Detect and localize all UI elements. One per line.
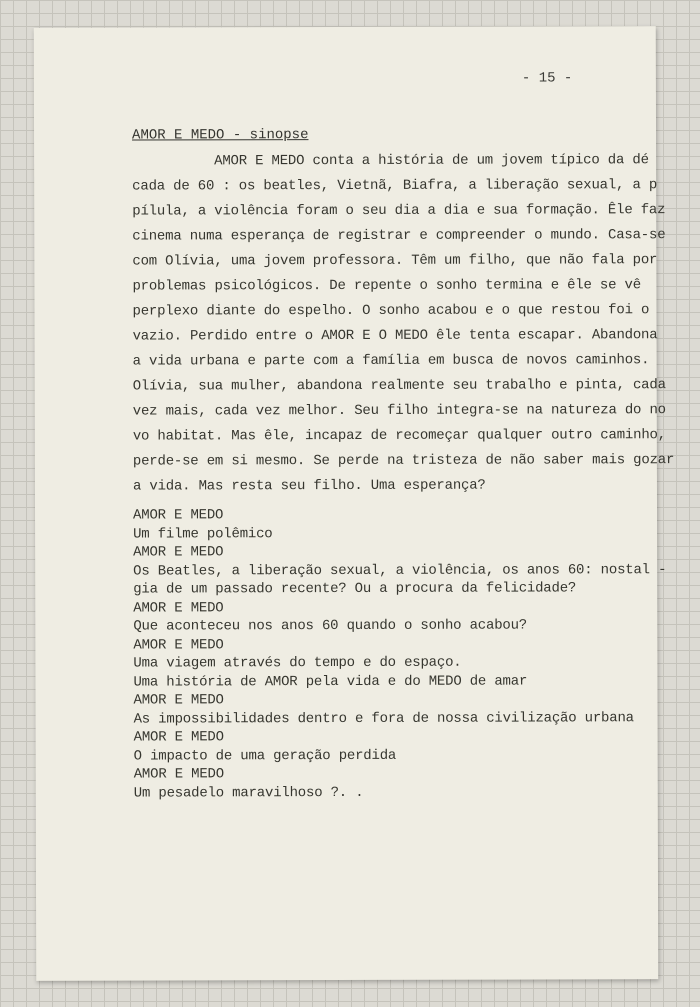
synopsis-line: a vida urbana e parte com a família em busca de novos caminhos. <box>132 352 650 370</box>
tagline-line: AMOR E MEDO <box>133 636 224 654</box>
synopsis-line: com Olívia, uma jovem professora. Têm um filho, que não fala por <box>132 252 658 270</box>
tagline-line: Uma história de AMOR pela vida e do MEDO de amar <box>133 673 528 691</box>
synopsis-line: perde-se em si mesmo. Se perde na tristeza de não saber mais gozar <box>132 452 675 470</box>
tagline-line: AMOR E MEDO <box>133 766 224 783</box>
tagline-line: Uma viagem através do tempo e do espaço. <box>133 654 462 672</box>
tagline-line: As impossibilidades dentro e fora de nossa civilização urbana <box>133 709 634 728</box>
tagline-line: Que aconteceu nos anos 60 quando o sonho acabou? <box>133 617 528 635</box>
synopsis-paragraph <box>132 148 674 499</box>
tagline-line: AMOR E MEDO <box>133 692 224 709</box>
synopsis-line: cinema numa esperança de registrar e compreender o mundo. Casa-se <box>132 227 666 245</box>
synopsis-line: Olívia, sua mulher, abandona realmente seu trabalho e pinta, cada <box>132 377 666 395</box>
tagline-line: Um pesadelo maravilhoso ?. . <box>133 784 364 802</box>
tagline-line: AMOR E MEDO <box>133 507 224 524</box>
tagline-line: Um filme polêmico <box>133 525 273 543</box>
synopsis-line: cada de 60 : os beatles, Vietnã, Biafra, a liberação sexual, a p <box>132 177 658 195</box>
tagline-line: Os Beatles, a liberação sexual, a violência, os anos 60: nostal - <box>133 561 667 580</box>
synopsis-line: vo habitat. Mas êle, incapaz de recomeçar qualquer outro caminho, <box>132 427 666 445</box>
synopsis-line: perplexo diante do espelho. O sonho acabou e o que restou foi o <box>132 302 650 320</box>
page-number: - 15 - <box>521 70 573 87</box>
synopsis-line: problemas psicológicos. De repente o sonho termina e êle se vê <box>132 277 641 295</box>
synopsis-line: AMOR E MEDO conta a história de um jovem típico da dé <box>132 152 649 170</box>
tagline-line: AMOR E MEDO <box>133 729 224 746</box>
synopsis-line: a vida. Mas resta seu filho. Uma esperança? <box>132 477 486 495</box>
synopsis-line: pílula, a violência foram o seu dia a dia e sua formação. Êle faz <box>132 202 666 220</box>
typewritten-page <box>34 26 675 981</box>
tagline-line: AMOR E MEDO <box>133 544 224 561</box>
tagline-line: gia de um passado recente? Ou a procura da felicidade? <box>133 580 577 598</box>
tagline-line: O impacto de uma geração perdida <box>133 747 397 765</box>
document-title: AMOR E MEDO - sinopse <box>132 127 309 144</box>
synopsis-line: vazio. Perdido entre o AMOR E O MEDO êle tenta escapar. Abandona <box>132 327 658 345</box>
synopsis-line: vez mais, cada vez melhor. Seu filho integra-se na natureza do no <box>132 402 666 420</box>
tagline-list <box>133 505 667 802</box>
tagline-line: AMOR E MEDO <box>133 599 224 617</box>
